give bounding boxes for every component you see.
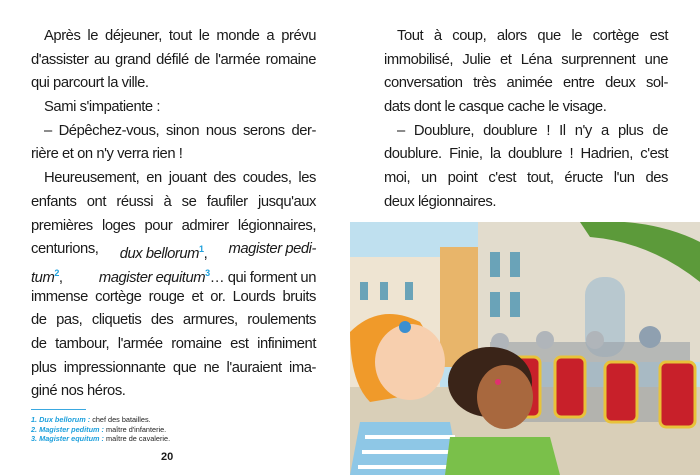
text-line: immense cortège rouge et or. Lourds bruits [31, 288, 316, 305]
text-line: doublure. Finie, la doublure ! Hadrien, c'est [384, 146, 668, 163]
text-line: conversation très animée entre deux sol- [384, 75, 668, 92]
text-line: Tout à coup, alors que le cortège est [397, 28, 668, 44]
footnote-ref-1[interactable]: 1 [199, 244, 204, 255]
text-line: plus impressionnante que ne l'auraient ima- [31, 359, 316, 376]
text-line: rière et on n'y verra rien ! [31, 146, 183, 163]
footnote-1: 1. Dux bellorum : chef des batailles. [31, 415, 151, 424]
parade-illustration [350, 222, 700, 475]
text-line: Heureusement, en jouant des coudes, les [44, 170, 316, 187]
text-line: centurions, dux bellorum$^1$, magister pedi- [31, 241, 316, 263]
text-line: qui parcourt la ville. [31, 75, 149, 92]
text-line: immobilisé, Julie et Léna surprennent une [384, 51, 668, 68]
text-line: tum$^2$, magister equitum$^3$… qui forment un [31, 267, 316, 286]
text-line: – Dépêchez-vous, sinon nous serons der- [44, 122, 316, 139]
page-number: 20 [161, 451, 174, 463]
text-line: deux légionnaires. [384, 193, 497, 210]
footnote-3: 3. Magister equitum : maître de cavalerie. [31, 434, 171, 443]
text-line: de tambour, l'armée romaine est infiniment [31, 335, 316, 352]
text-line: Sami s'impatiente : [44, 99, 160, 116]
text-line: d'assister au grand défilé de l'armée romaine [31, 51, 316, 68]
footnote-ref-2[interactable]: 2 [54, 267, 59, 278]
footnote-divider [31, 409, 86, 410]
text-line: – Doublure, doublure ! Il n'y a plus de [397, 122, 668, 139]
text-line: enfants ont réussi à se faufiler jusqu'aux [31, 193, 316, 210]
text-line: dats dont le casque cache le visage. [384, 99, 607, 116]
left-column-text [31, 25, 316, 404]
footnote-2: 2. Magister peditum : maître d'infanterie. [31, 424, 167, 434]
right-column-text [384, 25, 668, 215]
text-line: giné nos héros. [31, 383, 126, 400]
text-line: de pas, cliquetis des armures, roulements [31, 312, 316, 329]
text-line: moi, un point c'est tout, éructe l'un des [384, 170, 668, 187]
footnote-ref-3[interactable]: 3 [205, 267, 210, 278]
building-orange [440, 247, 480, 367]
text-line: Après le déjeuner, tout le monde a prévu [44, 28, 316, 44]
text-line: premières loges pour admirer légionnaires, [31, 217, 316, 234]
